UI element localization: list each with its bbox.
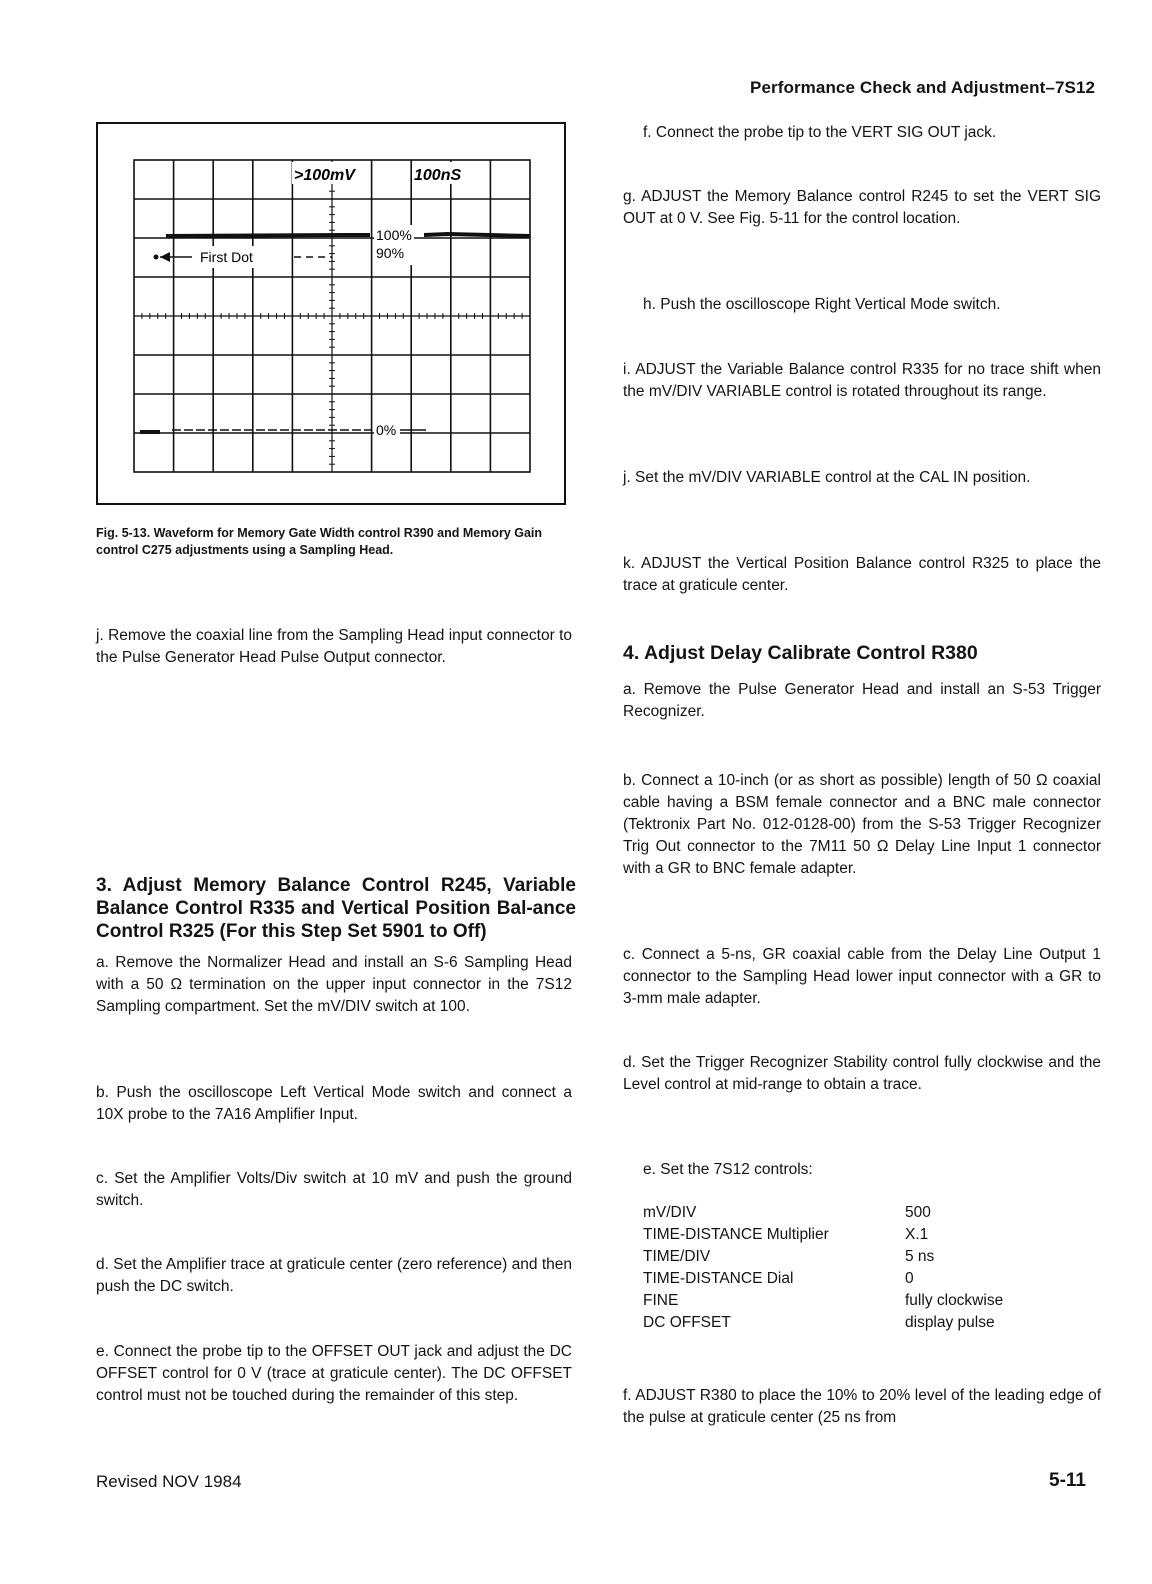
control-name: FINE	[643, 1292, 679, 1309]
figure-label-time: 100nS	[414, 167, 462, 184]
control-value: 0	[905, 1270, 914, 1287]
controls-row	[643, 1248, 1003, 1270]
control-name: TIME/DIV	[643, 1248, 711, 1265]
control-value: X.1	[905, 1226, 929, 1243]
controls-table	[643, 1204, 1003, 1336]
step3-f: f. Connect the probe tip to the VERT SIG OUT jack.	[643, 124, 997, 141]
step3-g: g. ADJUST the Memory Balance control R245 to set the VERT SIG OUT at 0 V. See Fig. 5-11 for the control location.	[623, 188, 1101, 227]
footer-revised: Revised NOV 1984	[96, 1472, 242, 1491]
controls-row	[643, 1270, 1003, 1292]
control-name: TIME-DISTANCE Multiplier	[643, 1226, 829, 1243]
controls-row	[643, 1292, 1003, 1314]
reference-lines	[172, 257, 426, 430]
step3-h: h. Push the oscilloscope Right Vertical Mode switch.	[643, 296, 1001, 313]
step3-b: b. Push the oscilloscope Left Vertical Mode switch and connect a 10X probe to the 7A16 Amplifier Input.	[96, 1084, 572, 1123]
control-name: TIME-DISTANCE Dial	[643, 1270, 794, 1287]
step3-k: k. ADJUST the Vertical Position Balance control R325 to place the trace at graticule center.	[623, 555, 1101, 594]
controls-row	[643, 1226, 1003, 1248]
page-header-title: Performance Check and Adjustment–7S12	[750, 78, 1096, 97]
step4-title: 4. Adjust Delay Calibrate Control R380	[623, 642, 978, 664]
figure-label-range: >100mV	[294, 167, 355, 184]
step4-d: d. Set the Trigger Recognizer Stability control fully clockwise and the Level control at mid-range to obtain a trace.	[623, 1054, 1101, 1093]
control-value: display pulse	[905, 1314, 995, 1331]
figure-label-first-dot: First Dot	[200, 249, 253, 265]
step3-c: c. Set the Amplifier Volts/Div switch at 10 mV and push the ground switch.	[96, 1170, 572, 1209]
step4-c: c. Connect a 5-ns, GR coaxial cable from the Delay Line Output 1 connector to the Sampling Head lower input connector with a GR to 3-mm male adapter.	[623, 946, 1101, 1007]
step3-title: 3. Adjust Memory Balance Control R245, Variable Balance Control R335 and Vertical Position Bal-ance Control R325 (For this Step Set 5901 to Off)	[96, 875, 576, 942]
figure-label-0: 0%	[376, 422, 397, 438]
step3-j: j. Set the mV/DIV VARIABLE control at the CAL IN position.	[623, 469, 1031, 486]
step3-d: d. Set the Amplifier trace at graticule center (zero reference) and then push the DC switch.	[96, 1256, 572, 1295]
step4-b: b. Connect a 10-inch (or as short as possible) length of 50 Ω coaxial cable having a BSM female connector and a BNC male connector (Tektronix Part No. 012-0128-00) from the S-53 Trigger Recognizer Trig Out connector to the 7M11 50 Ω Delay Line Input 1 connector with a GR to BNC female adapter.	[623, 772, 1101, 877]
step3-a: a. Remove the Normalizer Head and install an S-6 Sampling Head with a 50 Ω termination on the upper input connector in the 7S12 Sampling compartment. Set the mV/DIV switch at 100.	[96, 954, 572, 1015]
step3-e: e. Connect the probe tip to the OFFSET OUT jack and adjust the DC OFFSET control for 0 V (trace at graticule center). The DC OFFSET control must not be touched during the remainder of this step.	[96, 1343, 572, 1404]
control-name: mV/DIV	[643, 1204, 697, 1221]
step4-f: f. ADJUST R380 to place the 10% to 20% level of the leading edge of the pulse at graticule center (25 ns from	[623, 1387, 1101, 1426]
waveform-figure	[96, 122, 566, 505]
figure-label-100: 100%	[376, 227, 412, 243]
left-step-j: j. Remove the coaxial line from the Sampling Head input connector to the Pulse Generator Head Pulse Output connector.	[96, 627, 572, 666]
first-dot-marker	[154, 252, 193, 262]
controls-row	[643, 1314, 1003, 1336]
step4-e: e. Set the 7S12 controls:	[643, 1161, 813, 1178]
control-value: 500	[905, 1204, 931, 1221]
figure-label-90: 90%	[376, 245, 405, 261]
controls-row	[643, 1204, 1003, 1226]
figure-caption: Fig. 5-13. Waveform for Memory Gate Width control R390 and Memory Gain control C275 adjustments using a Sampling Head.	[96, 526, 543, 557]
control-name: DC OFFSET	[643, 1314, 731, 1331]
step3-i: i. ADJUST the Variable Balance control R335 for no trace shift when the mV/DIV VARIABLE control is rotated throughout its range.	[623, 361, 1101, 400]
control-value: 5 ns	[905, 1248, 935, 1265]
page-number: 5-11	[1049, 1470, 1086, 1491]
step4-a: a. Remove the Pulse Generator Head and install an S-53 Trigger Recognizer.	[623, 681, 1101, 720]
control-value: fully clockwise	[905, 1292, 1004, 1309]
